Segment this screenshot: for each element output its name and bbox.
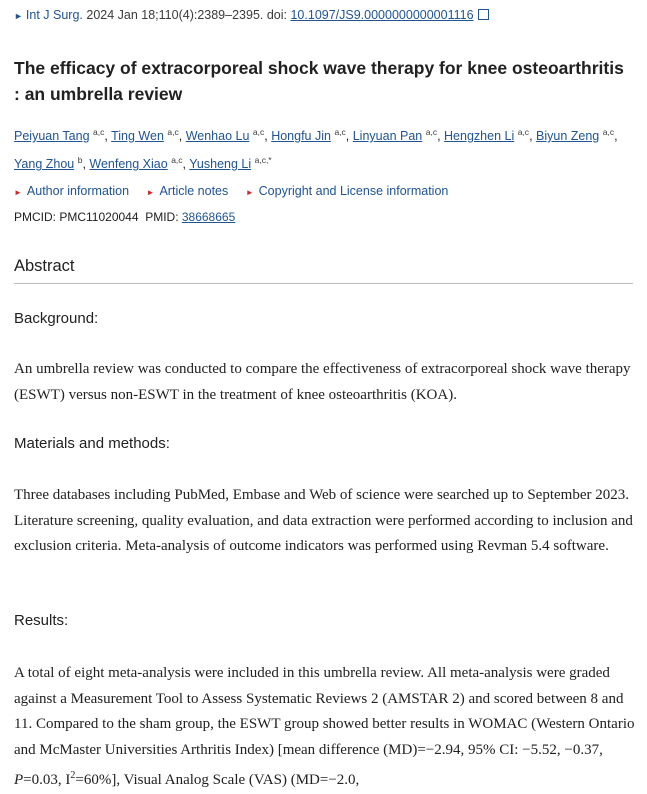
author-affiliation: a,c	[602, 127, 615, 137]
copyright-license-label: Copyright and License information	[258, 184, 449, 198]
methods-paragraph: Three databases including PubMed, Embase and Web of science were searched up to September 2023. Literature screening, quality evaluation, and data extraction were performed according to inclusion and exclusion criteria. Meta-analysis of outcome indicators was performed using Revman 5.4 software.	[14, 487, 633, 554]
article-meta-links	[14, 184, 462, 198]
pmcid-label: PMCID:	[14, 210, 60, 224]
author-affiliation: a,c,*	[254, 155, 272, 166]
background-heading: Background:	[14, 310, 99, 327]
author-affiliation: a,c	[171, 155, 183, 166]
author-link[interactable]: Yang Zhou	[14, 157, 75, 172]
author-link[interactable]: Yusheng Li	[189, 157, 252, 172]
results-superscript: 2	[70, 770, 76, 781]
results-paragraph	[14, 661, 636, 794]
triangle-right-icon: ►	[245, 188, 254, 197]
author-affiliation: a,c	[93, 127, 105, 137]
triangle-right-icon: ►	[14, 188, 22, 197]
background-paragraph: An umbrella review was conducted to compare the effectiveness of extracorporeal shock wave therapy (ESWT) versus non-ESWT in the treatment of knee osteoarthritis (KOA).	[14, 361, 631, 403]
triangle-right-icon: ►	[146, 188, 155, 197]
journal-link[interactable]: Int J Surg	[25, 8, 80, 22]
author-affiliation: a,c	[167, 127, 179, 137]
author-affiliation: a,c	[252, 127, 265, 137]
pmid-link[interactable]: 38668665	[181, 210, 236, 224]
author-link[interactable]: Linyuan Pan	[352, 129, 423, 144]
author-affiliation: b	[77, 155, 83, 166]
author-link[interactable]: Peiyuan Tang	[14, 129, 90, 144]
citation-details: . 2024 Jan 18;110(4):2389–2395. doi:	[79, 8, 291, 22]
author-information-label: Author information	[26, 184, 130, 198]
results-text: =0.03, I	[23, 772, 71, 788]
triangle-right-icon[interactable]: ►	[14, 11, 23, 21]
pmcid-value: PMC11020044	[59, 210, 139, 224]
author-link[interactable]: Hongfu Jin	[271, 129, 331, 144]
article-identifiers	[14, 210, 235, 224]
author-affiliation: a,c	[517, 127, 530, 137]
author-affiliation: a,c	[334, 127, 346, 137]
section-divider	[14, 283, 633, 284]
author-link[interactable]: Hengzhen Li	[444, 129, 515, 144]
author-information-toggle[interactable]	[14, 184, 129, 198]
article-title: The efficacy of extracorporeal shock wave therapy for knee osteoarthritis : an umbrella review	[14, 58, 624, 104]
results-heading: Results:	[14, 612, 69, 629]
author-affiliation: a,c	[425, 127, 438, 137]
article-notes-label: Article notes	[159, 184, 229, 198]
pmid-label: PMID:	[145, 210, 182, 224]
author-link[interactable]: Biyun Zeng	[536, 129, 600, 144]
copyright-license-toggle[interactable]	[246, 184, 449, 198]
abstract-heading: Abstract	[14, 257, 75, 275]
author-list: Peiyuan Tang $^{a,c}$, Ting Wen $^{a,c}$, Wenhao Lu $^{a,c}$, Hongfu Jin $^{a,c}$, Linyuan Pan $^{a,c}$, Hengzhen Li $^{a,c}$, Biyun Zeng $^{a,c}$, Yang Zhou $^b$, Wenfeng Xiao $^{a,c}$, Yusheng Li $^{a,c,*}$	[14, 127, 618, 172]
doi-link[interactable]: 10.1097/JS9.0000000000001116	[290, 8, 474, 22]
article-notes-toggle[interactable]	[147, 184, 229, 198]
results-text: =60%], Visual Analog Scale (VAS) (MD=−2.0,	[75, 772, 360, 788]
results-p-symbol: P	[14, 772, 24, 788]
author-link[interactable]: Wenhao Lu	[185, 129, 250, 144]
external-link-icon[interactable]	[478, 9, 489, 20]
citation-line	[14, 8, 489, 22]
methods-heading: Materials and methods:	[14, 435, 170, 452]
author-link[interactable]: Ting Wen	[111, 129, 164, 144]
results-text: A total of eight meta-analysis were included in this umbrella review. All meta-analysis were graded against a Measurement Tool to Assess Systematic Reviews 2 (AMSTAR 2) and scored between 8 and 11. Compared to the sham group, the ESWT group showed better results in WOMAC (Western Ontario and McMaster Universities Arthritis Index) [mean difference (MD)=−2.94, 95% CI: −5.52, −0.37,	[14, 665, 635, 758]
author-link[interactable]: Wenfeng Xiao	[89, 157, 168, 172]
